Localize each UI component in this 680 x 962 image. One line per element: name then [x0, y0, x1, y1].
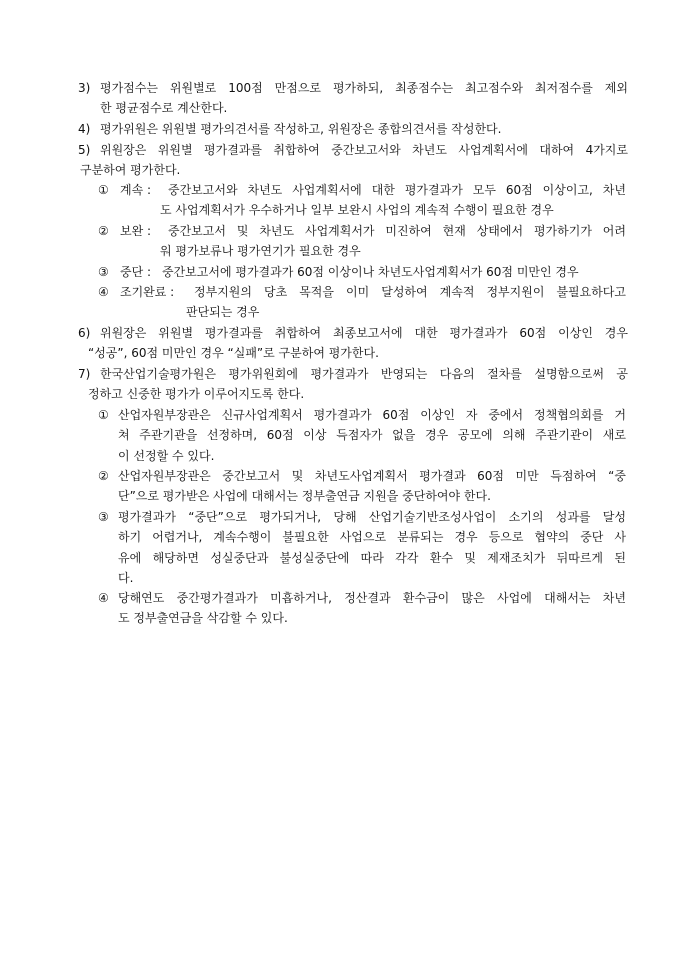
item-body [100, 78, 628, 119]
circled-number: ④ [98, 591, 109, 605]
sub-item-7-3 [98, 507, 626, 589]
sub-item-text [186, 282, 626, 323]
sub-text-line: 산업자원부장관은 신규사업계획서 평가결과가 60점 이상인 자 중에서 정책협의회를 거 [118, 408, 626, 422]
sub-item-text [118, 588, 626, 629]
sub-item-label: 조기완료 : [120, 285, 175, 299]
sub-item-text [160, 180, 626, 221]
circled-number: ③ [98, 510, 109, 524]
item-text-line: 구분하여 평가한다. [80, 163, 181, 178]
sub-text-line: 쳐 주관기관을 선정하며, 60점 이상 득점자가 없을 경우 공모에 의해 주관기관이 새로 [118, 428, 626, 443]
sub-text-line: 중간보고서에 평가결과가 60점 이상이나 차년도사업계획서가 60점 미만인 경우 [162, 265, 579, 279]
sub-text-line: 이 선정할 수 있다. [118, 448, 215, 463]
circled-number: ④ [98, 285, 109, 299]
item-body [88, 323, 628, 364]
list-item-7 [78, 364, 628, 405]
sub-item-label: 중단 : [120, 265, 152, 279]
sub-item-text [118, 405, 626, 466]
sub-text-line: 중간보고서 및 차년도 사업계획서가 미진하여 현재 상태에서 평가하기가 어려 [168, 224, 626, 238]
circled-number: ② [98, 224, 109, 238]
item-text-line: 평가위원은 위원별 평가의견서를 작성하고, 위원장은 종합의견서를 작성한다. [100, 122, 502, 136]
list-item-4 [78, 119, 628, 139]
item-body [100, 119, 628, 139]
sub-text-line: 도 정부출연금을 삭감할 수 있다. [118, 611, 288, 626]
list-item-5 [78, 140, 628, 181]
circled-number: ② [98, 469, 109, 483]
sub-item-label: 보완 : [120, 224, 152, 238]
sub-text-line: 당해연도 중간평가결과가 미흡하거나, 정산결과 환수금이 많은 사업에 대해서는 차년 [118, 591, 626, 605]
sub-text-line: 다. [118, 571, 134, 586]
sub-text-line: 중간보고서와 차년도 사업계획서에 대한 평가결과가 모두 60점 이상이고, 차년 [168, 183, 626, 197]
list-item-6 [78, 323, 628, 364]
item-text-line: 한국산업기술평가원은 평가위원회에 평가결과가 반영되는 다음의 절차를 설명함으로써 공 [100, 367, 628, 381]
item-number: 5) [78, 143, 91, 157]
sub-item-text [118, 507, 626, 589]
item-text-line: 위원장은 위원별 평가결과를 취합하여 최종보고서에 대한 평가결과가 60점 이상인 경우 [100, 326, 628, 340]
sub-item-7-1 [98, 405, 626, 466]
sub-text-line: 산업자원부장관은 중간보고서 및 차년도사업계획서 평가결과 60점 미만 득점하여 “중 [118, 469, 626, 483]
sub-text-line: 하기 어렵거나, 계속수행이 불필요한 사업으로 분류되는 경우 등으로 협약의 중단 사 [118, 530, 626, 545]
sub-item-5-3 [98, 262, 626, 282]
sub-item-5-4 [98, 282, 626, 323]
sub-item-label: 계속 : [120, 183, 152, 197]
sub-item-text [160, 221, 626, 262]
item-text-line: 평가점수는 위원별로 100점 만점으로 평가하되, 최종점수는 최고점수와 최저점수를 제외 [100, 81, 628, 95]
sub-text-line: 정부지원의 당초 목적을 이미 달성하여 계속적 정부지원이 불필요하다고 [194, 285, 626, 299]
item-body [80, 140, 628, 181]
item-number: 4) [78, 122, 91, 136]
sub-text-line: 판단되는 경우 [186, 305, 260, 320]
item-number: 6) [78, 326, 91, 340]
item-text-line: “성공”, 60점 미만인 경우 “실패”로 구분하여 평가한다. [88, 346, 379, 361]
sub-text-line: 워 평가보류나 평가연기가 필요한 경우 [160, 244, 361, 259]
item-text-line: 한 평균점수로 계산한다. [100, 101, 228, 116]
circled-number: ③ [98, 265, 109, 279]
item-text-line: 정하고 신중한 평가가 이루어지도록 한다. [88, 387, 305, 402]
list-item-3 [78, 78, 628, 119]
circled-number: ① [98, 408, 109, 422]
sub-item-text [118, 466, 626, 507]
circled-number: ① [98, 183, 109, 197]
sub-text-line: 평가결과가 “중단”으로 평가되거나, 당해 산업기술기반조성사업이 소기의 성과를 달성 [118, 510, 626, 524]
item-number: 3) [78, 81, 91, 95]
sub-text-line: 도 사업계획서가 우수하거나 일부 보완시 사업의 계속적 수행이 필요한 경우 [160, 203, 554, 218]
sub-item-7-2 [98, 466, 626, 507]
sub-text-line: 유에 해당하면 성실중단과 불성실중단에 따라 각각 환수 및 제재조치가 뒤따르게 된 [118, 550, 626, 565]
sub-item-5-1 [98, 180, 626, 221]
item-text-line: 위원장은 위원별 평가결과를 취합하여 중간보고서와 차년도 사업계획서에 대하여 4가지로 [100, 143, 628, 157]
sub-item-7-4 [98, 588, 626, 629]
sub-text-line: 단”으로 평가받은 사업에 대해서는 정부출연금 지원을 중단하여야 한다. [118, 489, 491, 504]
item-body [88, 364, 628, 405]
sub-item-5-2 [98, 221, 626, 262]
item-number: 7) [78, 367, 91, 381]
sub-item-text [162, 262, 626, 282]
